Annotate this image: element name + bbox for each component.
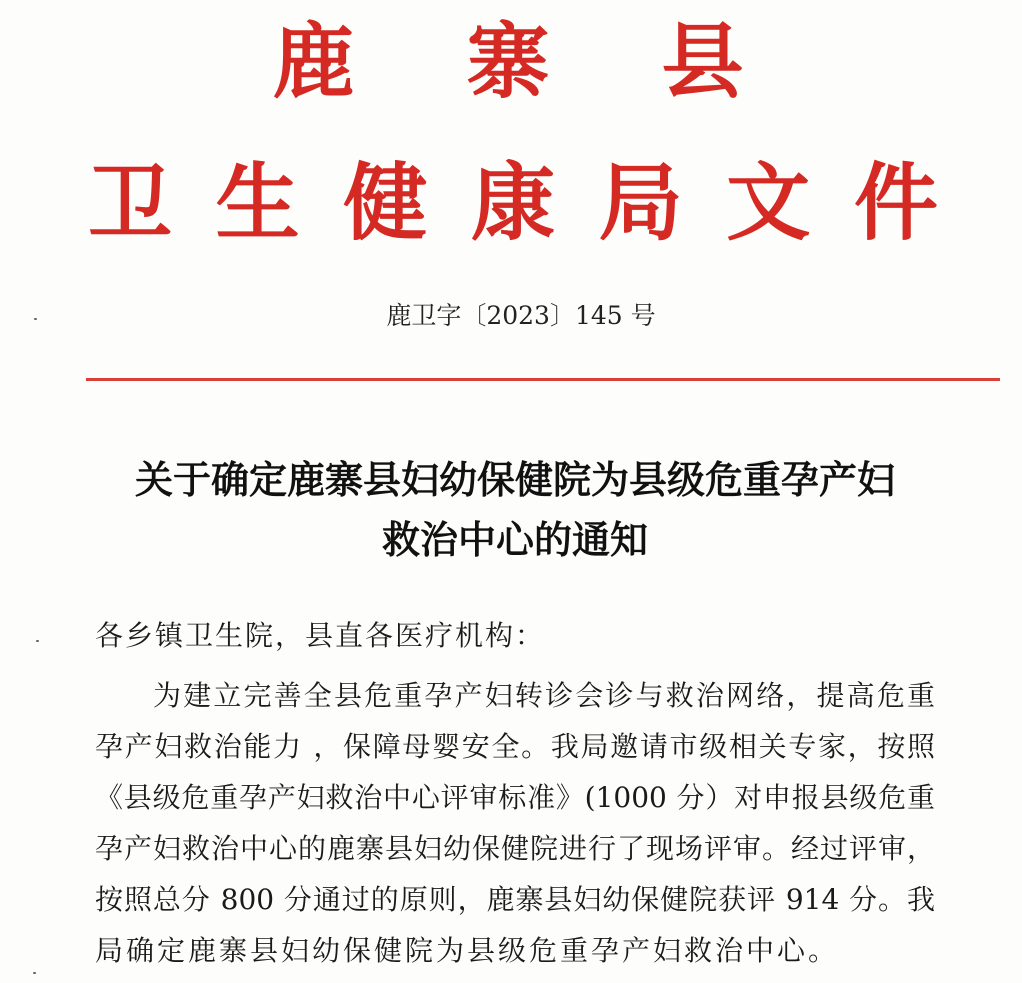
salutation: 各乡镇卫生院，县直各医疗机构：	[95, 619, 546, 652]
header-char: 生	[215, 153, 300, 252]
red-separator-rule	[86, 378, 1000, 381]
issuer-header-line2	[88, 148, 938, 258]
header-char: 文	[726, 153, 811, 252]
scan-speck	[36, 640, 39, 642]
header-char: 康	[470, 153, 555, 252]
body-line: 局确定鹿寨县妇幼保健院为县级危重孕产妇救治中心。	[95, 934, 840, 967]
body-line: 为建立完善全县危重孕产妇转诊会诊与救治网络，提高危重	[153, 679, 935, 712]
title-line-1: 关于确定鹿寨县妇幼保健院为县级危重孕产妇	[134, 458, 895, 502]
title-line-2: 救治中心的通知	[381, 518, 648, 562]
header-char: 卫	[88, 153, 173, 252]
document-title	[90, 450, 940, 570]
issuer-header-line1: 鹿 寨 县	[272, 14, 786, 110]
body-line: 按照总分 800 分通过的原则，鹿寨县妇幼保健院获评 914 分。我	[95, 883, 935, 916]
header-char: 件	[853, 153, 938, 252]
scan-speck	[34, 318, 37, 320]
header-char: 局	[598, 153, 683, 252]
body-line: 孕产妇救治能力 ，保障母婴安全。我局邀请市级相关专家，按照	[95, 730, 935, 763]
document-number: 鹿卫字〔2023〕145 号	[386, 301, 656, 330]
body-line: 《县级危重孕产妇救治中心评审标准》(1000 分）对申报县级危重	[95, 781, 935, 814]
body-paragraph	[95, 670, 935, 976]
header-char: 健	[343, 153, 428, 252]
scan-speck	[33, 972, 36, 974]
body-line: 孕产妇救治中心的鹿寨县妇幼保健院进行了现场评审。经过评审，	[95, 832, 935, 865]
